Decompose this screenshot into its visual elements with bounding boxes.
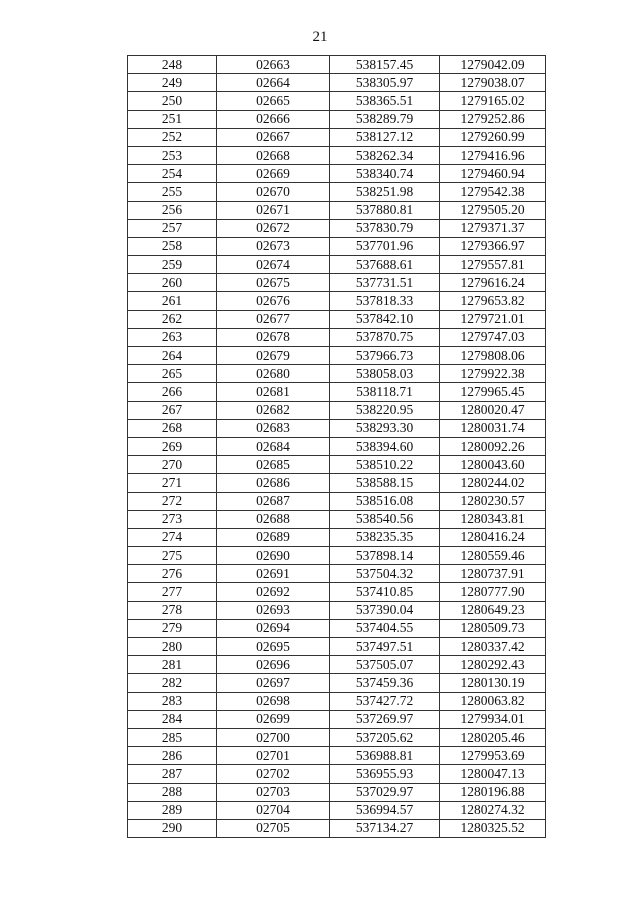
point-id-cell: 02683	[217, 419, 330, 437]
point-id-cell: 02676	[217, 292, 330, 310]
table-row	[128, 237, 546, 255]
point-id-cell: 02675	[217, 274, 330, 292]
y-coordinate-cell: 1280130.19	[440, 674, 546, 692]
table-row	[128, 528, 546, 546]
x-coordinate-cell: 537459.36	[330, 674, 440, 692]
table-row	[128, 383, 546, 401]
table-row	[128, 201, 546, 219]
row-index-cell: 252	[128, 128, 217, 146]
y-coordinate-cell: 1280043.60	[440, 456, 546, 474]
table-row	[128, 92, 546, 110]
point-id-cell: 02677	[217, 310, 330, 328]
point-id-cell: 02663	[217, 56, 330, 74]
x-coordinate-cell: 538235.35	[330, 528, 440, 546]
row-index-cell: 265	[128, 365, 217, 383]
y-coordinate-cell: 1280559.46	[440, 547, 546, 565]
y-coordinate-cell: 1280230.57	[440, 492, 546, 510]
x-coordinate-cell: 537818.33	[330, 292, 440, 310]
y-coordinate-cell: 1280031.74	[440, 419, 546, 437]
table-row	[128, 638, 546, 656]
x-coordinate-cell: 537701.96	[330, 237, 440, 255]
table-row	[128, 56, 546, 74]
row-index-cell: 280	[128, 638, 217, 656]
x-coordinate-cell: 538127.12	[330, 128, 440, 146]
x-coordinate-cell: 537269.97	[330, 710, 440, 728]
point-id-cell: 02686	[217, 474, 330, 492]
table-body	[128, 56, 546, 838]
row-index-cell: 281	[128, 656, 217, 674]
table-row	[128, 765, 546, 783]
x-coordinate-cell: 538305.97	[330, 74, 440, 92]
y-coordinate-cell: 1280020.47	[440, 401, 546, 419]
y-coordinate-cell: 1280343.81	[440, 510, 546, 528]
point-id-cell: 02690	[217, 547, 330, 565]
row-index-cell: 260	[128, 274, 217, 292]
x-coordinate-cell: 537880.81	[330, 201, 440, 219]
x-coordinate-cell: 537842.10	[330, 310, 440, 328]
table-row	[128, 492, 546, 510]
x-coordinate-cell: 538262.34	[330, 146, 440, 164]
point-id-cell: 02670	[217, 183, 330, 201]
point-id-cell: 02704	[217, 801, 330, 819]
row-index-cell: 286	[128, 747, 217, 765]
row-index-cell: 254	[128, 165, 217, 183]
x-coordinate-cell: 537390.04	[330, 601, 440, 619]
x-coordinate-cell: 537966.73	[330, 347, 440, 365]
x-coordinate-cell: 538510.22	[330, 456, 440, 474]
row-index-cell: 285	[128, 728, 217, 746]
point-id-cell: 02699	[217, 710, 330, 728]
y-coordinate-cell: 1280047.13	[440, 765, 546, 783]
y-coordinate-cell: 1280325.52	[440, 819, 546, 837]
x-coordinate-cell: 536988.81	[330, 747, 440, 765]
x-coordinate-cell: 537688.61	[330, 256, 440, 274]
row-index-cell: 250	[128, 92, 217, 110]
y-coordinate-cell: 1280649.23	[440, 601, 546, 619]
table-row	[128, 692, 546, 710]
point-id-cell: 02669	[217, 165, 330, 183]
y-coordinate-cell: 1280292.43	[440, 656, 546, 674]
y-coordinate-cell: 1279808.06	[440, 347, 546, 365]
point-id-cell: 02702	[217, 765, 330, 783]
y-coordinate-cell: 1280337.42	[440, 638, 546, 656]
x-coordinate-cell: 538118.71	[330, 383, 440, 401]
point-id-cell: 02682	[217, 401, 330, 419]
table-row	[128, 165, 546, 183]
row-index-cell: 255	[128, 183, 217, 201]
y-coordinate-cell: 1280092.26	[440, 437, 546, 455]
point-id-cell: 02678	[217, 328, 330, 346]
table-row	[128, 619, 546, 637]
y-coordinate-cell: 1279260.99	[440, 128, 546, 146]
row-index-cell: 284	[128, 710, 217, 728]
table-row	[128, 401, 546, 419]
point-id-cell: 02688	[217, 510, 330, 528]
row-index-cell: 258	[128, 237, 217, 255]
point-id-cell: 02681	[217, 383, 330, 401]
x-coordinate-cell: 537404.55	[330, 619, 440, 637]
point-id-cell: 02665	[217, 92, 330, 110]
row-index-cell: 269	[128, 437, 217, 455]
row-index-cell: 283	[128, 692, 217, 710]
table-row	[128, 547, 546, 565]
table-row	[128, 437, 546, 455]
table-row	[128, 128, 546, 146]
y-coordinate-cell: 1280063.82	[440, 692, 546, 710]
table-row	[128, 583, 546, 601]
row-index-cell: 259	[128, 256, 217, 274]
x-coordinate-cell: 537205.62	[330, 728, 440, 746]
point-id-cell: 02695	[217, 638, 330, 656]
x-coordinate-cell: 537830.79	[330, 219, 440, 237]
y-coordinate-cell: 1279557.81	[440, 256, 546, 274]
row-index-cell: 277	[128, 583, 217, 601]
table-row	[128, 110, 546, 128]
row-index-cell: 279	[128, 619, 217, 637]
x-coordinate-cell: 537504.32	[330, 565, 440, 583]
y-coordinate-cell: 1280777.90	[440, 583, 546, 601]
y-coordinate-cell: 1279542.38	[440, 183, 546, 201]
row-index-cell: 264	[128, 347, 217, 365]
point-id-cell: 02671	[217, 201, 330, 219]
row-index-cell: 256	[128, 201, 217, 219]
x-coordinate-cell: 537427.72	[330, 692, 440, 710]
x-coordinate-cell: 537505.07	[330, 656, 440, 674]
row-index-cell: 262	[128, 310, 217, 328]
y-coordinate-cell: 1279366.97	[440, 237, 546, 255]
x-coordinate-cell: 538394.60	[330, 437, 440, 455]
table-row	[128, 601, 546, 619]
x-coordinate-cell: 538340.74	[330, 165, 440, 183]
table-row	[128, 419, 546, 437]
point-id-cell: 02680	[217, 365, 330, 383]
row-index-cell: 287	[128, 765, 217, 783]
x-coordinate-cell: 538220.95	[330, 401, 440, 419]
table-row	[128, 292, 546, 310]
point-id-cell: 02694	[217, 619, 330, 637]
row-index-cell: 249	[128, 74, 217, 92]
table-row	[128, 256, 546, 274]
point-id-cell: 02700	[217, 728, 330, 746]
point-id-cell: 02685	[217, 456, 330, 474]
x-coordinate-cell: 537410.85	[330, 583, 440, 601]
point-id-cell: 02692	[217, 583, 330, 601]
y-coordinate-cell: 1280416.24	[440, 528, 546, 546]
table-row	[128, 801, 546, 819]
y-coordinate-cell: 1279505.20	[440, 201, 546, 219]
y-coordinate-cell: 1279934.01	[440, 710, 546, 728]
point-id-cell: 02684	[217, 437, 330, 455]
point-id-cell: 02696	[217, 656, 330, 674]
y-coordinate-cell: 1279165.02	[440, 92, 546, 110]
y-coordinate-cell: 1280274.32	[440, 801, 546, 819]
row-index-cell: 272	[128, 492, 217, 510]
point-id-cell: 02672	[217, 219, 330, 237]
row-index-cell: 261	[128, 292, 217, 310]
x-coordinate-cell: 538365.51	[330, 92, 440, 110]
table-row	[128, 510, 546, 528]
table-row	[128, 219, 546, 237]
row-index-cell: 278	[128, 601, 217, 619]
y-coordinate-cell: 1279965.45	[440, 383, 546, 401]
y-coordinate-cell: 1279042.09	[440, 56, 546, 74]
x-coordinate-cell: 536955.93	[330, 765, 440, 783]
y-coordinate-cell: 1279953.69	[440, 747, 546, 765]
y-coordinate-cell: 1279721.01	[440, 310, 546, 328]
y-coordinate-cell: 1279371.37	[440, 219, 546, 237]
x-coordinate-cell: 537731.51	[330, 274, 440, 292]
point-id-cell: 02679	[217, 347, 330, 365]
point-id-cell: 02689	[217, 528, 330, 546]
table-row	[128, 328, 546, 346]
x-coordinate-cell: 538516.08	[330, 492, 440, 510]
table-row	[128, 183, 546, 201]
table-row	[128, 565, 546, 583]
row-index-cell: 282	[128, 674, 217, 692]
x-coordinate-cell: 538251.98	[330, 183, 440, 201]
table-row	[128, 347, 546, 365]
point-id-cell: 02701	[217, 747, 330, 765]
row-index-cell: 263	[128, 328, 217, 346]
y-coordinate-cell: 1280196.88	[440, 783, 546, 801]
x-coordinate-cell: 537870.75	[330, 328, 440, 346]
point-id-cell: 02703	[217, 783, 330, 801]
point-id-cell: 02667	[217, 128, 330, 146]
row-index-cell: 275	[128, 547, 217, 565]
row-index-cell: 276	[128, 565, 217, 583]
point-id-cell: 02697	[217, 674, 330, 692]
y-coordinate-cell: 1279922.38	[440, 365, 546, 383]
row-index-cell: 273	[128, 510, 217, 528]
y-coordinate-cell: 1279616.24	[440, 274, 546, 292]
table-row	[128, 819, 546, 837]
point-id-cell: 02664	[217, 74, 330, 92]
x-coordinate-cell: 537134.27	[330, 819, 440, 837]
table-row	[128, 474, 546, 492]
table-row	[128, 310, 546, 328]
x-coordinate-cell: 538540.56	[330, 510, 440, 528]
point-id-cell: 02691	[217, 565, 330, 583]
y-coordinate-cell: 1279038.07	[440, 74, 546, 92]
y-coordinate-cell: 1279460.94	[440, 165, 546, 183]
row-index-cell: 257	[128, 219, 217, 237]
table-row	[128, 747, 546, 765]
table-row	[128, 456, 546, 474]
row-index-cell: 270	[128, 456, 217, 474]
table-row	[128, 365, 546, 383]
x-coordinate-cell: 537497.51	[330, 638, 440, 656]
row-index-cell: 248	[128, 56, 217, 74]
point-id-cell: 02674	[217, 256, 330, 274]
x-coordinate-cell: 536994.57	[330, 801, 440, 819]
table-row	[128, 728, 546, 746]
y-coordinate-cell: 1280509.73	[440, 619, 546, 637]
row-index-cell: 266	[128, 383, 217, 401]
coordinates-table	[127, 55, 546, 838]
x-coordinate-cell: 538289.79	[330, 110, 440, 128]
y-coordinate-cell: 1279653.82	[440, 292, 546, 310]
y-coordinate-cell: 1280737.91	[440, 565, 546, 583]
row-index-cell: 267	[128, 401, 217, 419]
point-id-cell: 02666	[217, 110, 330, 128]
x-coordinate-cell: 537029.97	[330, 783, 440, 801]
table-row	[128, 274, 546, 292]
table-row	[128, 783, 546, 801]
table-row	[128, 146, 546, 164]
row-index-cell: 290	[128, 819, 217, 837]
table-row	[128, 74, 546, 92]
y-coordinate-cell: 1279747.03	[440, 328, 546, 346]
row-index-cell: 268	[128, 419, 217, 437]
row-index-cell: 251	[128, 110, 217, 128]
row-index-cell: 253	[128, 146, 217, 164]
row-index-cell: 274	[128, 528, 217, 546]
point-id-cell: 02693	[217, 601, 330, 619]
row-index-cell: 288	[128, 783, 217, 801]
table-row	[128, 674, 546, 692]
y-coordinate-cell: 1279252.86	[440, 110, 546, 128]
point-id-cell: 02705	[217, 819, 330, 837]
x-coordinate-cell: 538157.45	[330, 56, 440, 74]
x-coordinate-cell: 538058.03	[330, 365, 440, 383]
table-row	[128, 656, 546, 674]
page-number: 21	[312, 29, 328, 45]
y-coordinate-cell: 1280244.02	[440, 474, 546, 492]
point-id-cell: 02668	[217, 146, 330, 164]
x-coordinate-cell: 538588.15	[330, 474, 440, 492]
y-coordinate-cell: 1279416.96	[440, 146, 546, 164]
row-index-cell: 289	[128, 801, 217, 819]
point-id-cell: 02698	[217, 692, 330, 710]
point-id-cell: 02673	[217, 237, 330, 255]
y-coordinate-cell: 1280205.46	[440, 728, 546, 746]
table-row	[128, 710, 546, 728]
x-coordinate-cell: 537898.14	[330, 547, 440, 565]
row-index-cell: 271	[128, 474, 217, 492]
x-coordinate-cell: 538293.30	[330, 419, 440, 437]
point-id-cell: 02687	[217, 492, 330, 510]
